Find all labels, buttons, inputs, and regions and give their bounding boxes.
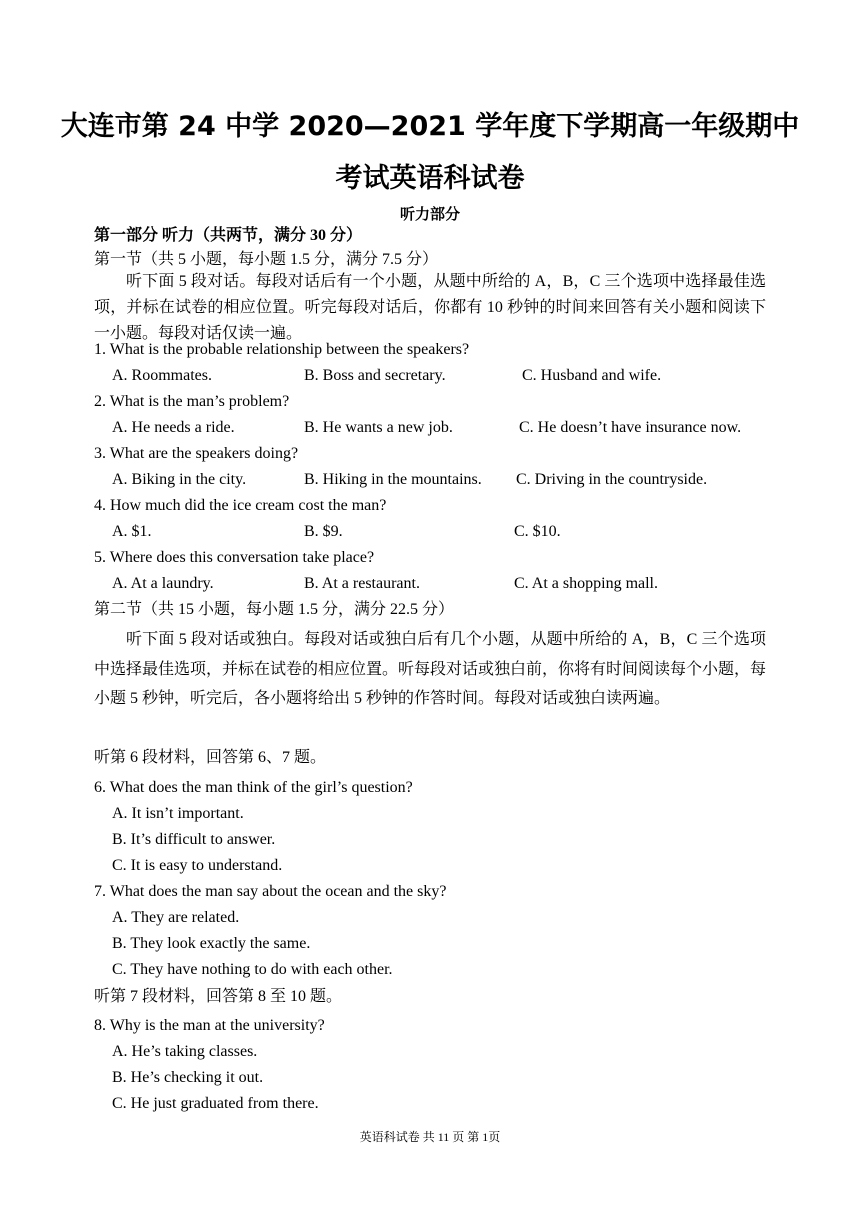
question-3: 3. What are the speakers doing?	[94, 445, 299, 462]
question-2: 2. What is the man’s problem?	[94, 393, 290, 410]
section1-heading: 第一节（共 5 小题，每小题 1.5 分，满分 7.5 分）	[94, 251, 439, 268]
page-footer: 英语科试卷 共 11 页 第 1页	[359, 1130, 501, 1144]
material-7-prompt: 听第 7 段材料，回答第 8 至 10 题。	[94, 988, 343, 1005]
question-1: 1. What is the probable relationship between the speakers?	[94, 341, 470, 358]
question-4: 4. How much did the ice cream cost the man?	[94, 497, 387, 514]
q4-option-b: B. $9.	[304, 523, 343, 540]
q5-option-c: C. At a shopping mall.	[514, 575, 658, 592]
q2-option-b: B. He wants a new job.	[304, 419, 453, 436]
q7-option-c: C. They have nothing to do with each other.	[112, 961, 393, 978]
q7-option-b: B. They look exactly the same.	[112, 935, 311, 952]
section2-heading: 第二节（共 15 小题，每小题 1.5 分，满分 22.5 分）	[94, 601, 455, 618]
q2-option-a: A. He needs a ride.	[112, 419, 235, 436]
section1-instructions: 听下面 5 段对话。每段对话后有一个小题，从题中所给的 A，B，C 三个选项中选择最佳选项，并标在试卷的相应位置。听完每段对话后，你都有 10 秒钟的时间来回答有关小题和阅读下一小题。每段对话仅读一遍。	[94, 273, 766, 342]
q6-option-c: C. It is easy to understand.	[112, 857, 283, 874]
exam-title-line1: 大连市第 24 中学 2020—2021 学年度下学期高一年级期中	[60, 111, 800, 142]
question-8: 8. Why is the man at the university?	[94, 1017, 325, 1034]
q8-option-c: C. He just graduated from there.	[112, 1095, 319, 1112]
q5-option-a: A. At a laundry.	[112, 575, 214, 592]
q6-option-a: A. It isn’t important.	[112, 805, 244, 822]
q1-option-b: B. Boss and secretary.	[304, 367, 446, 384]
part1-heading: 第一部分 听力（共两节，满分 30 分）	[94, 227, 363, 244]
q5-option-b: B. At a restaurant.	[304, 575, 420, 592]
material-6-prompt: 听第 6 段材料，回答第 6、7 题。	[94, 749, 327, 766]
q1-option-a: A. Roommates.	[112, 367, 212, 384]
q1-option-c: C. Husband and wife.	[522, 367, 662, 384]
exam-title-line2: 考试英语科试卷	[335, 163, 525, 194]
section2-instructions: 听下面 5 段对话或独白。每段对话或独白后有几个小题，从题中所给的 A，B，C 三个选项中选择最佳选项，并标在试卷的相应位置。听每段对话或独白前，你将有时间阅读每个小题，每小题 5 秒钟，听完后，各小题将给出 5 秒钟的作答时间。每段对话或独白读两遍。	[94, 631, 767, 707]
question-7: 7. What does the man say about the ocean and the sky?	[94, 883, 447, 900]
q4-option-a: A. $1.	[112, 523, 152, 540]
question-6: 6. What does the man think of the girl’s question?	[94, 779, 413, 796]
section-listening-heading: 听力部分	[399, 205, 460, 223]
q6-option-b: B. It’s difficult to answer.	[112, 831, 276, 848]
q8-option-b: B. He’s checking it out.	[112, 1069, 264, 1086]
q3-option-c: C. Driving in the countryside.	[516, 471, 708, 488]
q3-option-b: B. Hiking in the mountains.	[304, 471, 482, 488]
q8-option-a: A. He’s taking classes.	[112, 1043, 258, 1060]
q4-option-c: C. $10.	[514, 523, 561, 540]
q3-option-a: A. Biking in the city.	[112, 471, 247, 488]
question-5: 5. Where does this conversation take place?	[94, 549, 375, 566]
q7-option-a: A. They are related.	[112, 909, 240, 926]
q2-option-c: C. He doesn’t have insurance now.	[519, 419, 742, 436]
